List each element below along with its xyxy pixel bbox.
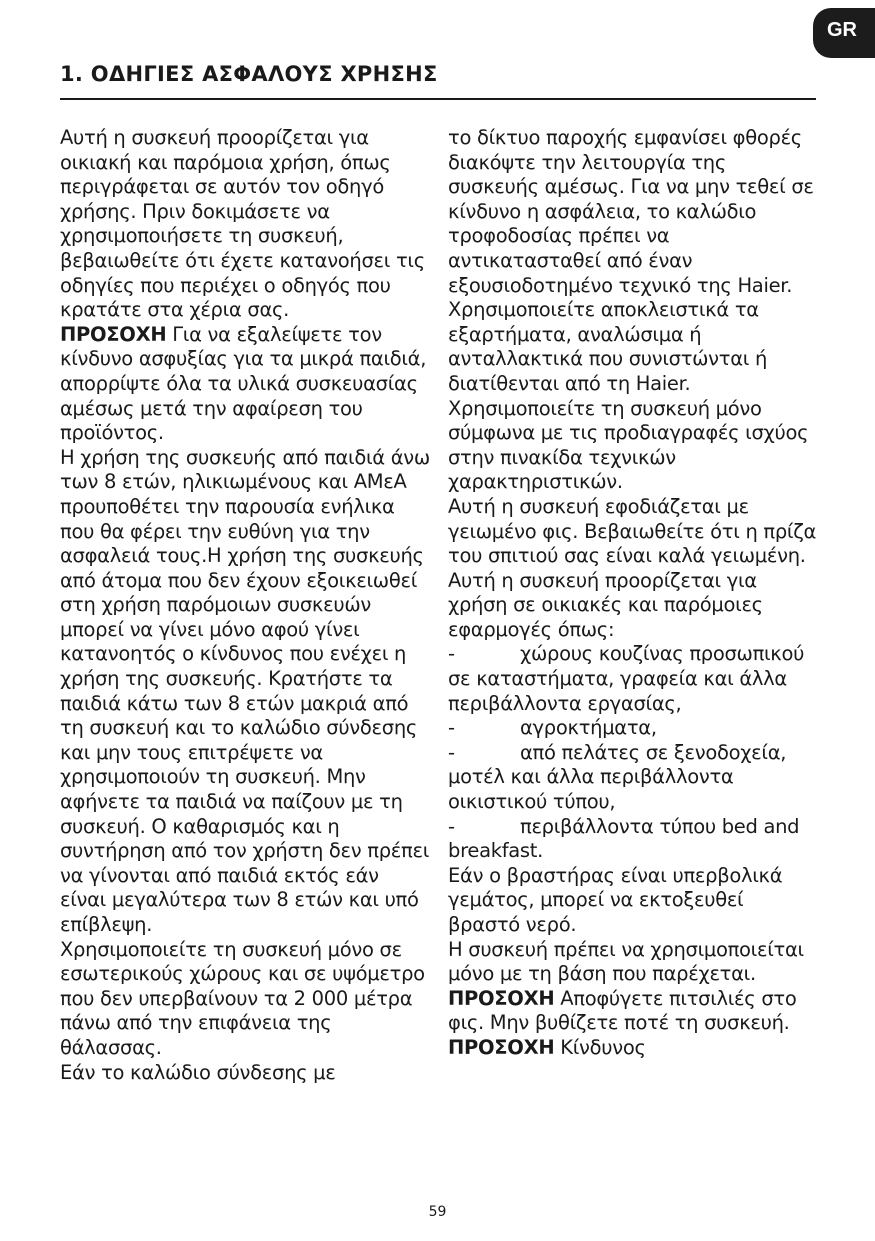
overfill-paragraph: Εάν ο βραστήρας είναι υπερβολικά γεμάτος, μπορεί να εκτοξευθεί βραστό νερό. [448, 863, 783, 936]
base-usage-paragraph: Η συσκευή πρέπει να χρησιμοποιείται μόνο με τη βάση που παρέχεται. [448, 937, 804, 986]
list-item-text: αγροκτήματα, [520, 716, 657, 740]
title-divider [60, 98, 816, 100]
list-dash: - [448, 642, 455, 666]
list-item [448, 716, 818, 741]
list-dash: - [448, 740, 455, 764]
power-spec-paragraph: Χρησιμοποιείτε τη συσκευή μόνο σύμφωνα με τις προδιαγραφές ισχύος στην πινακίδα τεχνικών χαρακτηριστικών. [448, 396, 809, 494]
warning-label: ΠΡΟΣΟΧΗ [448, 1035, 555, 1059]
grounding-paragraph: Αυτή η συσκευή εφοδιάζεται με γειωμένο φις. Βεβαιωθείτε ότι η πρίζα του σπιτιού σας είναι καλά γειωμένη. [448, 494, 817, 568]
list-item [448, 815, 818, 864]
list-item [448, 741, 818, 815]
warning-suffocation-paragraph [60, 323, 430, 446]
cord-damage-paragraph-continued: το δίκτυο παροχής εμφανίσει φθορές διακόψτε την λειτουργία της συσκευής αμέσως. Για να μην τεθεί σε κίνδυνο η ασφάλεια, το καλώδιο τροφοδοσίας πρέπει να αντικατασταθεί από έναν εξουσιοδοτημένο τεχνικό της Haier. [448, 126, 814, 297]
indoor-usage-paragraph: Χρησιμοποιείτε τη συσκευή μόνο σε εσωτερικούς χώρους και σε υψόμετρο που δεν υπερβαίνουν τα 2 000 μέτρα πάνω από την επιφάνεια της θάλασσας. [60, 937, 425, 1059]
warning-label: ΠΡΟΣΟΧΗ [60, 322, 167, 346]
list-dash: - [448, 814, 455, 838]
list-item-text: χώρους κουζίνας προσωπικού σε καταστήματα, γραφεία και άλλα περιβάλλοντα εργασίας, [448, 642, 805, 715]
right-column [448, 126, 818, 1061]
page-number: 59 [428, 1204, 447, 1220]
intro-paragraph: Αυτή η συσκευή προορίζεται για οικιακή και παρόμοια χρήση, όπως περιγράφεται σε αυτόν τον οδηγό χρήσης. Πριν δοκιμάσετε να χρησιμοποιήσετε τη συσκευή, βεβαιωθείτε ότι έχετε κατανοήσει τις οδηγίες που περιέχει ο οδηγός που κρατάτε στα χέρια σας. [60, 126, 425, 322]
warning-text: Κίνδυνος [554, 1035, 646, 1059]
list-item-text: περιβάλλοντα τύπου bed and breakfast. [448, 814, 800, 863]
warning-text: Αποφύγετε πιτσιλιές στο φις. Μην βυθίζετε ποτέ τη συσκευή. [448, 986, 797, 1035]
left-column [60, 126, 430, 1085]
children-usage-paragraph: Η χρήση της συσκευής από παιδιά άνω των 8 ετών, ηλικιωμένους και ΑΜεΑ προυποθέτει την παρουσία ενήλικα που θα φέρει την ευθύνη για την ασφαλειά τους.Η χρήση της συσκευής από άτομα που δεν έχουν εξοικειωθεί στη χρήση παρόμοιων συσκευών μπορεί να γίνει μόνο αφού γίνει κατανοητός ο κίνδυνος που ενέχει η χρήση της συσκευής. Κρατήστε τα παιδιά κάτω των 8 ετών μακριά από τη συσκευή και το καλώδιο σύνδεσης και μην τους επιτρέψετε να χρησιμοποιούν τη συσκευή. Μην αφήνετε τα παιδιά να παίζουν με τη συσκευή. Ο καθαρισμός και η συντήρηση από τον χρήστη δεν πρέπει να γίνονται από παιδιά εκτός εάν είναι μεγαλύτερα των 8 ετών και υπό επίβλεψη. [60, 445, 430, 936]
cord-damage-paragraph-start: Εάν το καλώδιο σύνδεσης με [60, 1060, 336, 1084]
language-label: GR [827, 19, 857, 41]
warning-text: Για να εξαλείψετε τον κίνδυνο ασφυξίας για τα μικρά παιδιά, απορρίψτε όλα τα υλικά συσκευασίας αμέσως μετά την αφαίρεση του προϊόντος. [60, 322, 427, 445]
list-item-text: από πελάτες σε ξενοδοχεία, μοτέλ και άλλα περιβάλλοντα οικιστικού τύπου, [448, 740, 787, 814]
language-tab [813, 8, 875, 58]
warning-label: ΠΡΟΣΟΧΗ [448, 986, 555, 1010]
list-item [448, 642, 818, 716]
section-title: 1. ΟΔΗΓΙΕΣ ΑΣΦΑΛΟΥΣ ΧΡΗΣΗΣ [60, 62, 438, 86]
intended-use-paragraph: Αυτή η συσκευή προορίζεται για χρήση σε οικιακές και παρόμοιες εφαρμογές όπως: [448, 568, 763, 641]
accessories-paragraph: Χρησιμοποιείτε αποκλειστικά τα εξαρτήματα, αναλώσιμα ή ανταλλακτικά που συνιστώνται ή διατίθενται από τη Haier. [448, 298, 768, 395]
warning-danger-paragraph [448, 1036, 818, 1061]
warning-splash-paragraph [448, 987, 818, 1036]
list-dash: - [448, 716, 455, 740]
